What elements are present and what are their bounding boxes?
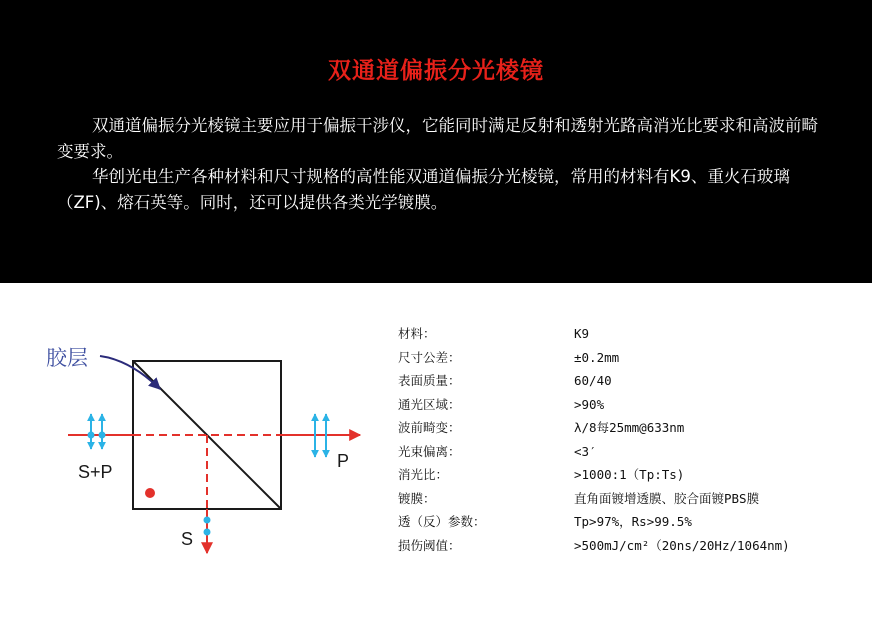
spec-row xyxy=(398,463,858,487)
input-label: S+P xyxy=(78,462,113,482)
red-dot-marker xyxy=(145,488,155,498)
spec-row xyxy=(398,393,858,417)
spec-value: >500mJ/cm²（20ns/20Hz/1064nm) xyxy=(574,537,790,553)
intro-paragraph: 双通道偏振分光棱镜主要应用于偏振干涉仪，它能同时满足反射和透射光路高消光比要求和高波前畸变要求。 xyxy=(57,116,818,161)
spec-value: ±0.2mm xyxy=(574,349,620,365)
spec-value: Tp>97%，Rs>99.5% xyxy=(574,514,692,529)
reflected-label: S xyxy=(181,529,194,549)
glue-layer-label: 胶层 xyxy=(46,346,88,370)
spec-row xyxy=(398,346,858,370)
spec-label: 镀膜： xyxy=(398,490,436,506)
spec-value: 60/40 xyxy=(574,373,612,388)
page-title: 双通道偏振分光棱镜 xyxy=(328,58,544,84)
spec-row xyxy=(398,369,858,393)
spec-row xyxy=(398,534,858,558)
spec-value: <3′ xyxy=(574,443,597,459)
spec-value: λ/8每25mm@633nm xyxy=(574,420,685,435)
spec-label: 光束偏离： xyxy=(398,443,461,459)
spec-value: 直角面镀增透膜、胶合面镀PBS膜 xyxy=(574,490,760,506)
spec-label: 通光区域： xyxy=(398,396,461,412)
input-polarization-icon xyxy=(88,414,106,449)
spec-row xyxy=(398,510,858,534)
spec-label: 波前畸变： xyxy=(398,420,461,435)
spec-value: >1000:1（Tp:Ts) xyxy=(574,467,685,482)
spec-table xyxy=(398,322,858,557)
spec-label: 表面质量： xyxy=(398,373,461,388)
spec-label: 尺寸公差： xyxy=(398,349,461,365)
spec-row xyxy=(398,322,858,346)
transmitted-label: P xyxy=(337,451,350,471)
header-section xyxy=(0,0,872,283)
spec-label: 损伤阈值： xyxy=(398,537,461,553)
spec-label: 透（反）参数： xyxy=(398,514,486,529)
spec-value: K9 xyxy=(574,326,590,341)
spec-row xyxy=(398,487,858,511)
spec-label: 消光比： xyxy=(398,467,449,482)
product-paragraph: 华创光电生产各种材料和尺寸规格的高性能双通道偏振分光棱镜，常用的材料有K9、重火石玻璃（ZF)、熔石英等。同时，还可以提供各类光学镀膜。 xyxy=(57,167,790,212)
spec-value: >90% xyxy=(574,396,605,412)
spec-label: 材料： xyxy=(398,326,436,341)
prism-diagram xyxy=(0,283,390,618)
spec-row xyxy=(398,416,858,440)
spec-row xyxy=(398,440,858,464)
